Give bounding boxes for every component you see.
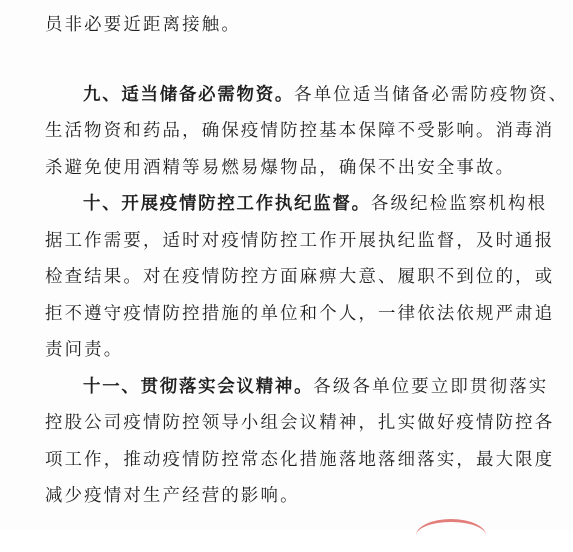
section-11-text: 各级各单位要立即贯彻落实 [313,377,549,397]
text-line-4: 杀避免使用酒精等易燃易爆物品，确保不出安全事故。 [45,158,516,178]
section-10-heading-line [83,194,547,214]
text-line-13: 减少疫情对生产经营的影响。 [45,486,300,506]
text-line-12: 项工作，推动疫情防控常态化措施落地落细落实，最大限度 [45,450,555,470]
red-seal-stamp [416,519,486,552]
section-11-title: 十一、贯彻落实会议精神。 [83,377,314,397]
section-10-text: 各级纪检监察机构根 [370,194,548,214]
text-line-3: 生活物资和药品，确保疫情防控基本保障不受影响。消毒消 [45,121,555,141]
text-line-7: 检查结果。对在疫情防控方面麻痹大意、履职不到位的，或 [45,267,555,287]
section-9-text: 各单位适当储备必需防疫物资、 [294,85,569,105]
text-line-1: 员非必要近距离接触。 [45,15,241,35]
section-9-heading-line [83,85,568,105]
section-9-title: 九、适当储备必需物资。 [83,85,295,105]
text-line-6: 据工作需要，适时对疫情防控工作开展执纪监督，及时通报 [45,231,555,251]
text-line-9: 责问责。 [45,340,124,360]
text-line-11: 控股公司疫情防控领导小组会议精神，扎实做好疫情防控各 [45,413,555,433]
section-10-title: 十、开展疫情防控工作执纪监督。 [83,194,371,214]
section-11-heading-line [83,377,548,397]
text-line-8: 拒不遵守疫情防控措施的单位和个人，一律依法依规严肃追 [45,304,555,324]
